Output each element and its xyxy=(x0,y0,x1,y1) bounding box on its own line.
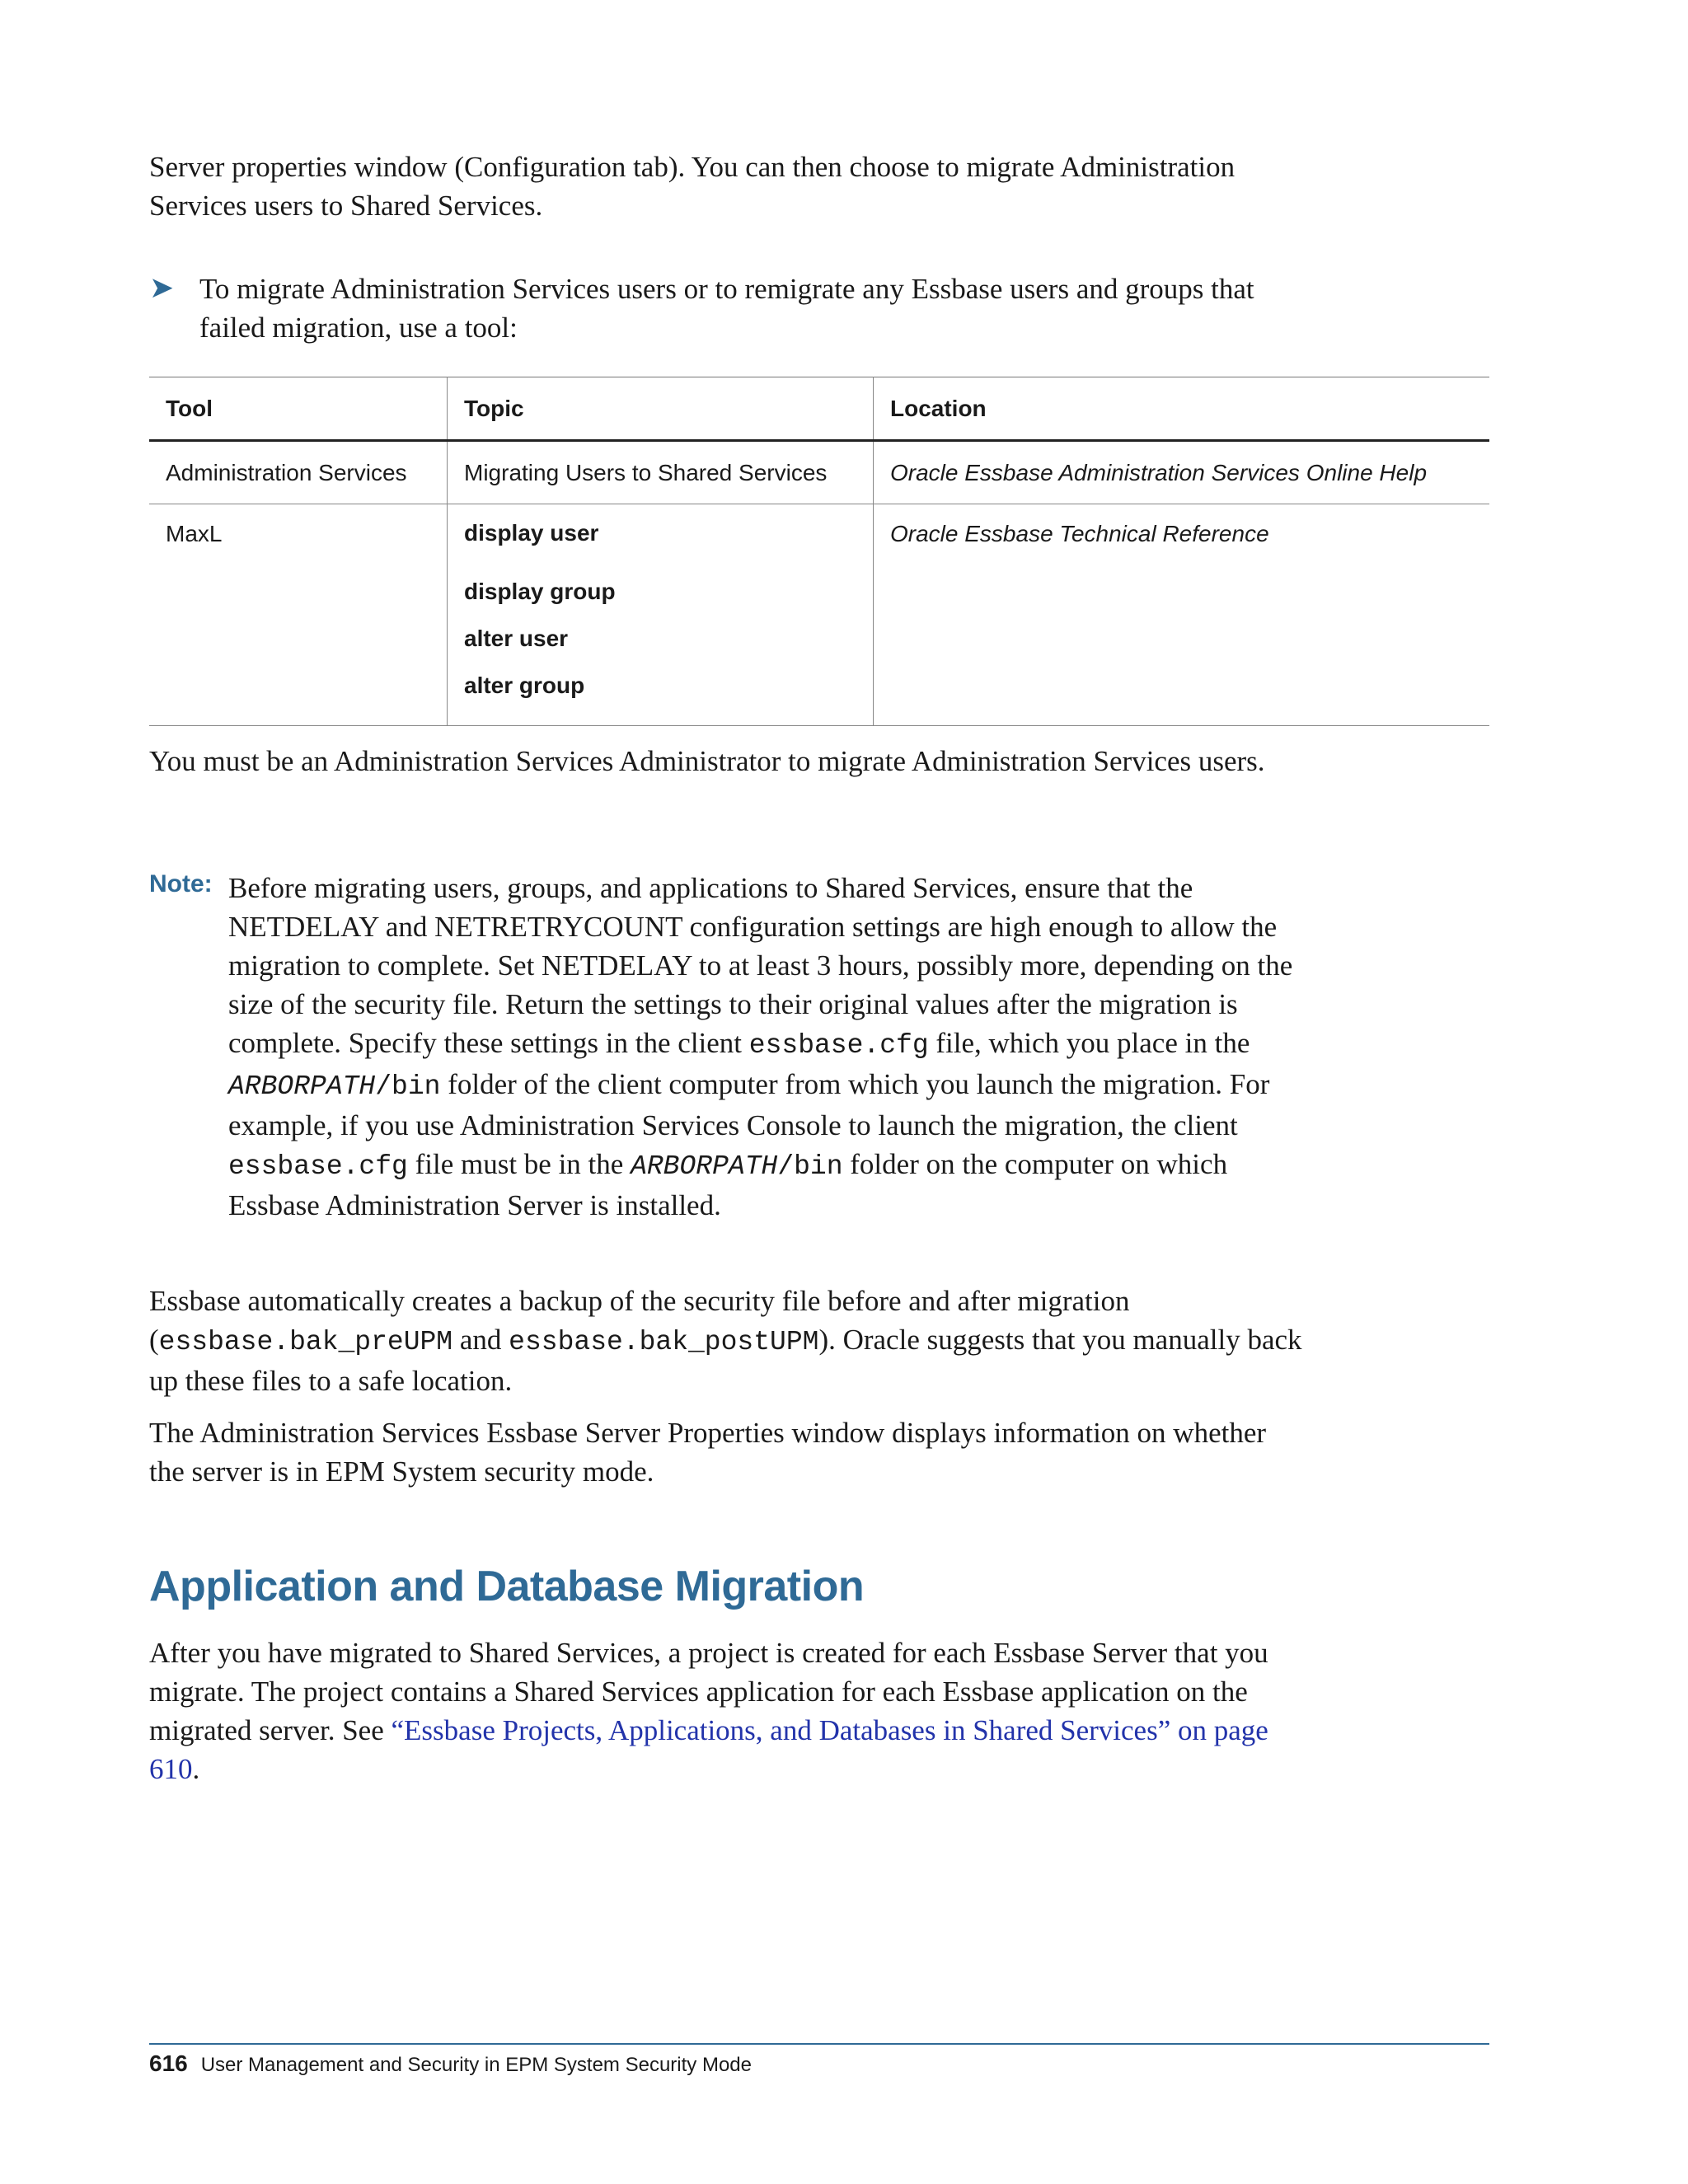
cell-topic-list xyxy=(448,504,874,726)
note-text-part: folder on the computer on which Essbase Administration Server is installed. xyxy=(228,1148,1228,1221)
header-location: Location xyxy=(874,377,1490,441)
note-text-part: file must be in the xyxy=(415,1148,624,1180)
migration-text-part: . xyxy=(192,1753,200,1785)
migration-text-part: After you have migrated to Shared Services, a project is created for each Essbase Server that you migrate. The project contains a Shared Services application for each Essbase application on the migrated server. See xyxy=(149,1637,1268,1746)
filename-code: essbase.bak_postUPM xyxy=(509,1327,819,1357)
page-number: 616 xyxy=(149,2050,188,2076)
footer-divider xyxy=(149,2043,1489,2045)
path-code: /bin xyxy=(777,1151,843,1182)
note-block xyxy=(149,869,1320,1225)
section-heading: Application and Database Migration xyxy=(149,1563,865,1610)
backup-text-part: Essbase automatically creates a backup of the security file before and after migration ( xyxy=(149,1285,1130,1356)
filename-code: essbase.cfg xyxy=(748,1030,929,1061)
backup-paragraph xyxy=(149,1282,1303,1400)
table-row xyxy=(149,441,1489,504)
arrow-bullet-icon: ➤ xyxy=(149,271,175,305)
cross-reference-link[interactable]: “Essbase Projects, Applications, and Databases in Shared Services” on page 610 xyxy=(149,1714,1268,1785)
migration-paragraph xyxy=(149,1633,1303,1788)
note-text-part: Before migrating users, groups, and applications to Shared Services, ensure that the NETDELAY and NETRETRYCOUNT configuration settings are high enough to allow the migration to complete. Set NETDELAY to at least 3 hours, possibly more, depending on the size of the security file. Return the settings to their original values after the migration is complete. Specify these settings in the client xyxy=(228,872,1293,1059)
note-label: Note: xyxy=(149,870,213,898)
admin-requirement-paragraph: You must be an Administration Services Administrator to migrate Administration Services users. xyxy=(149,745,1265,777)
backup-text-part: and xyxy=(459,1324,502,1356)
header-tool: Tool xyxy=(149,377,448,441)
cell-location: Oracle Essbase Administration Services Online Help xyxy=(874,441,1490,504)
table-row xyxy=(149,504,1489,726)
procedure-text: To migrate Administration Services users or to remigrate any Essbase users and groups that failed migration, use a tool: xyxy=(199,273,1254,344)
note-text-part: file, which you place in the xyxy=(935,1027,1250,1059)
header-topic: Topic xyxy=(448,377,874,441)
note-text xyxy=(228,869,1320,1225)
maxl-command: alter user xyxy=(464,626,569,651)
properties-paragraph: The Administration Services Essbase Server Properties window displays information on whether the server is in EPM System security mode. xyxy=(149,1417,1267,1488)
cell-location: Oracle Essbase Technical Reference xyxy=(874,504,1490,726)
path-variable: ARBORPATH xyxy=(631,1151,778,1182)
intro-paragraph: Server properties window (Configuration tab). You can then choose to migrate Administration Services users to Shared Services. xyxy=(149,151,1236,222)
filename-code: essbase.bak_preUPM xyxy=(158,1327,453,1357)
maxl-command: display group xyxy=(464,579,616,604)
cell-tool: Administration Services xyxy=(149,441,448,504)
maxl-command: display user xyxy=(464,520,599,546)
procedure-step xyxy=(149,269,1320,347)
path-code: /bin xyxy=(375,1071,441,1102)
cell-tool: MaxL xyxy=(149,504,448,726)
tool-table xyxy=(149,377,1489,726)
page-footer xyxy=(149,2050,752,2077)
note-text-part: folder of the client computer from which you launch the migration. For example, if you use Administration Services Console to launch the migration, the client xyxy=(228,1068,1270,1141)
filename-code: essbase.cfg xyxy=(228,1151,408,1182)
backup-text-part: ). Oracle suggests that you manually back up these files to a safe location. xyxy=(149,1324,1302,1397)
table-header-row xyxy=(149,377,1489,441)
path-variable: ARBORPATH xyxy=(228,1071,376,1102)
footer-title: User Management and Security in EPM System Security Mode xyxy=(200,2054,752,2076)
maxl-command: alter group xyxy=(464,673,585,698)
cell-topic: Migrating Users to Shared Services xyxy=(448,441,874,504)
